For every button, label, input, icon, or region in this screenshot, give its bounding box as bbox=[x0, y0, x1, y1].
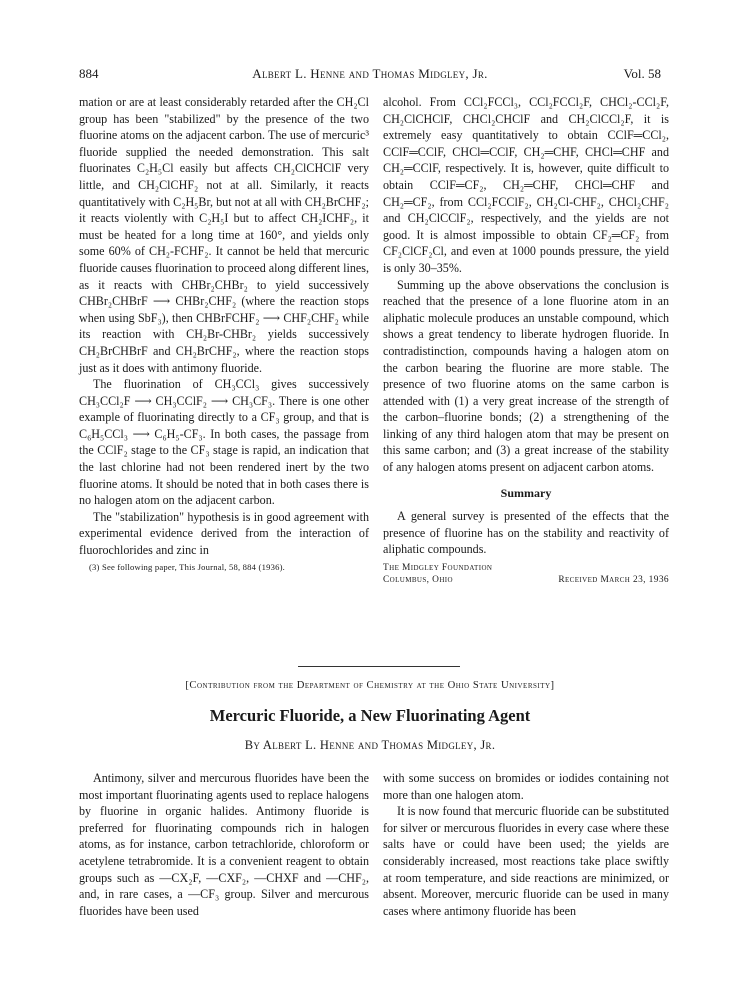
page-number: 884 bbox=[79, 66, 99, 81]
upper-left-column bbox=[79, 94, 369, 575]
paragraph: Summing up the above observations the conclusion is reached that the presence of a lone fluorine atom in an aliphatic molecule produces an unstable compound, which shows a great tendency to liberate hydrogen fluoride. In contradistinction, compounds having a halogen atom on the carbon bearing the fluorine are more stable. The presence of two fluorine atoms on the same carbon is attended with (1) a very great increase of the strength of the carbon–fluorine bonds; (2) a strengthening of the linking of any third halogen atom that may be present on this same carbon; and (3) a great increase of the stability of any halogen atoms present on adjacent carbon atoms. bbox=[383, 277, 669, 475]
paragraph: The "stabilization" hypothesis is in good agreement with experimental evidence derived from the interaction of fluorochlorides and zinc in bbox=[79, 509, 369, 558]
volume-label: Vol. 58 bbox=[623, 66, 661, 81]
contribution-line: [Contribution from the Department of Chemistry at the Ohio State University] bbox=[185, 680, 555, 691]
article-title: Mercuric Fluoride, a New Fluorinating Agent bbox=[209, 706, 531, 725]
paragraph: It is now found that mercuric fluoride can be substituted for silver or mercurous fluorides in every case where these salts have or could have been used; the yields are considerably increased, most reactions take place swiftly at room temperature, and side reactions are minimized, or absent. Moreover, mercuric fluoride can be used in many cases where antimony fluoride has been bbox=[383, 804, 669, 918]
summary-paragraph: A general survey is presented of the effects that the presence of fluorine has on the stability and reactivity of aliphatic compounds. bbox=[383, 509, 669, 557]
running-title: Albert L. Henne and Thomas Midgley, Jr. bbox=[252, 66, 488, 81]
running-header bbox=[79, 66, 661, 86]
paragraph: Antimony, silver and mercurous fluorides have been the most important fluorinating agents used to replace halogens by fluorine in organic halides. Antimony fluoride is preferred for fluorinating compounds rich in halogen atoms, as for instance, carbon tetrachloride, chloroform or acetylene tetrabromide. It is a convenient reagent to obtain groups such as —CX₂F, —CXF₂, —CHXF and —CHF₂, and, in rare cases, a —CF₃ group. Silver and mercurous fluorides have been used bbox=[79, 771, 369, 918]
upper-right-column bbox=[383, 94, 669, 592]
location: Columbus, Ohio bbox=[383, 575, 453, 586]
received-date: Received March 23, 1936 bbox=[558, 575, 669, 586]
paragraph: with some success on bromides or iodides containing not more than one halogen atom. bbox=[383, 771, 669, 802]
signature-block bbox=[383, 562, 669, 592]
paragraph: The fluorination of CH₃CCl₃ gives successively CH₃CCl₂F ⟶ CH₃CClF₂ ⟶ CH₃CF₃. There is one other example of fluorinating directly to a CF₃ group, and that is C₆H₅CCl₃ ⟶ C₆H₅-CF₃. In both cases, the passage from the CClF₂ stage to the CF₃ stage is rapid, an indication that the last chlorine had not been rendered inert by the two fluorine atoms. It should be noted that in both cases there is no halogen atom on the adjacent carbon. bbox=[79, 377, 369, 508]
section-divider bbox=[298, 666, 460, 667]
article-authors: By Albert L. Henne and Thomas Midgley, Jr. bbox=[244, 738, 496, 752]
paragraph: mation or are at least considerably retarded after the CH₂Cl group has been "stabilized" by the presence of the two fluorine atoms on the adjacent carbon. The use of mercuric³ fluoride supplied the needed demonstration. This salt fluorinates C₂H₅Cl easily but affects CH₂ClCHClF very little, and CH₂ClCHF₂ not at all. Similarly, it reacts quantitatively with C₂H₅Br, but not at all with CH₂BrCHF₂; it reacts violently with C₂H₅I but to affect CH₂ICHF₂, it must be heated for a long time at 160°, and yields only some 60% of CH₂-FCHF₂. It cannot be held that mercuric fluoride causes fluorination to proceed along different lines, as it reacts with CHBr₂CHBr₂ to yield successively CHBr₂CHBrF ⟶ CHBr₂CHF₂ (where the reaction stops when using SbF₃), then CHBrFCHF₂ ⟶ CHF₂CHF₂ while its reaction with CH₂Br-CHBr₂ yields successively CH₂BrCHBrF and CH₂BrCHF₂, where the reaction stops just as it does with antimony fluoride. bbox=[79, 95, 369, 375]
affiliation: The Midgley Foundation bbox=[383, 563, 493, 574]
lower-right-column bbox=[383, 770, 669, 919]
footnote: (3) See following paper, This Journal, 58, 884 (1936). bbox=[89, 561, 285, 572]
summary-heading: Summary bbox=[500, 485, 552, 500]
paragraph: alcohol. From CCl₂FCCl₃, CCl₂FCCl₂F, CHCl₂-CCl₂F, CH₂ClCHClF, CHCl₂CHClF and CH₂ClCCl₂F, it is extremely easy quantitatively to obtain CClF═CCl₂, CClF═CClF, CHCl═CClF, CH₂═CHF, CHCl═CHF and CH₂═CClF, respectively. It is, however, quite difficult to obtain CClF═CF₂, CH₂═CHF, CHCl═CHF and CH₂═CF₂, from CCl₂FCClF₂, CH₂Cl-CHF₂, CHCl₂CHF₂ and CH₂ClCClF₂, respectively, and the yields are not good. It is almost impossible to obtain CF₂═CF₂ from CF₂ClCF₂Cl, and even at 1000 pounds pressure, the yield is only 30–35%. bbox=[383, 95, 669, 275]
lower-left-column bbox=[79, 770, 369, 919]
